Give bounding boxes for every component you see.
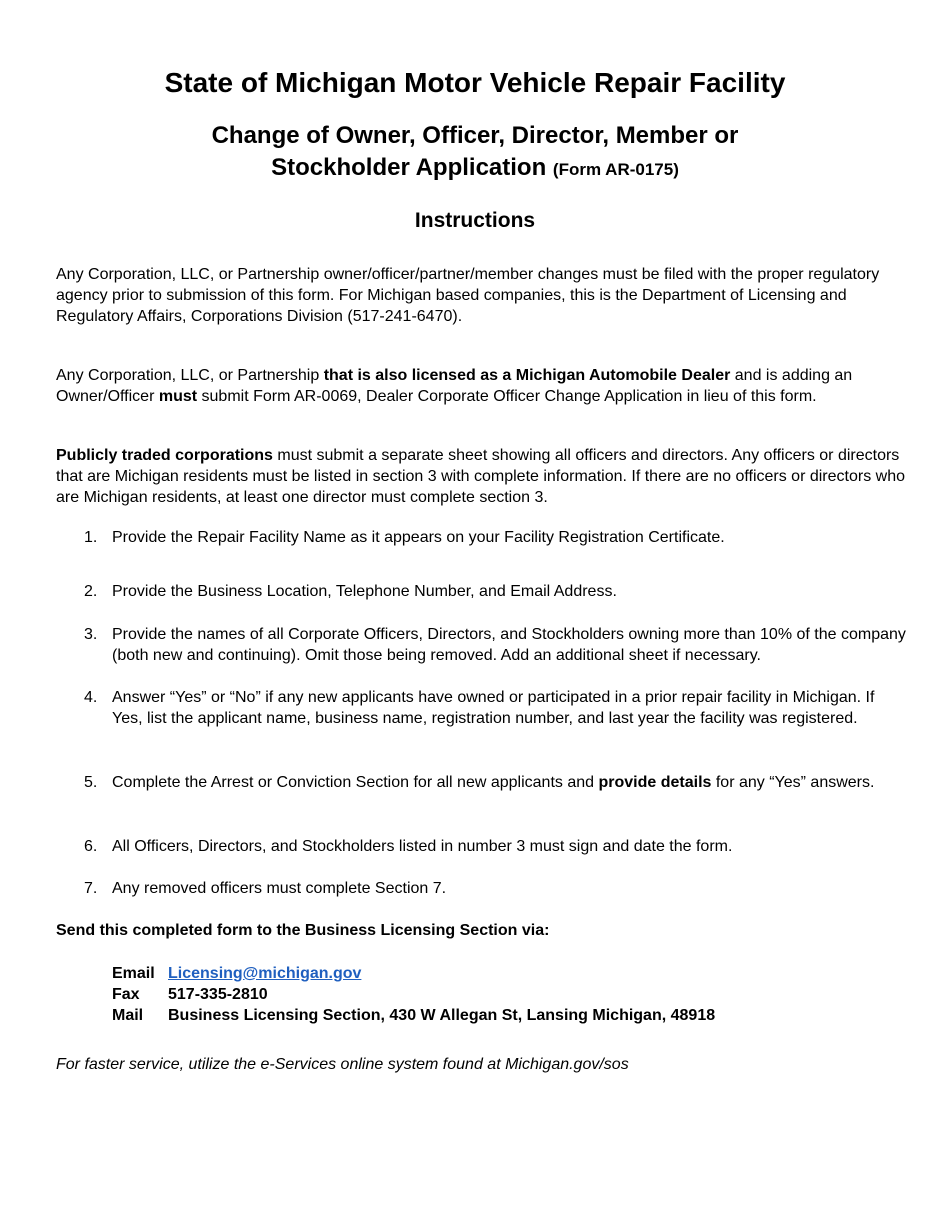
p2-bold-must: must [158,388,198,405]
item-text: Provide the Business Location, Telephone Number, and Email Address. [112,583,617,600]
p2-text-c: and is adding an Owner/Officer [56,367,853,405]
email-label: Email [112,965,155,982]
instructions-heading: Instructions [414,209,536,232]
paragraph-filing-requirement: Any Corporation, LLC, or Partnership owner/officer/partner/member changes must be filed with the proper regulatory agency prior to submission of this form. For Michigan based companies, this is the Department of Licensing and Regulatory Affairs, Corporations Division (517-241-6470). [56,266,880,325]
subtitle-line-2: Stockholder Application [271,154,547,181]
form-number: (Form AR-0175) [552,160,679,179]
mail-address: Business Licensing Section, 430 W Allegan St, Lansing Michigan, 48918 [168,1007,716,1024]
item-text [112,772,906,793]
send-heading: Send this completed form to the Business Licensing Section via: [56,922,550,939]
subtitle-line-1: Change of Owner, Officer, Director, Member or [211,122,739,149]
fax-number: 517-335-2810 [168,986,268,1003]
item-number: 5. [84,774,98,791]
item-text: Answer “Yes” or “No” if any new applicants have owned or participated in a prior repair facility in Michigan. If Yes, list the applicant name, business name, registration number, and last year the facility was registered. [112,689,875,727]
item-number: 3. [84,626,98,643]
email-link[interactable]: Licensing@michigan.gov [168,965,362,982]
p3-bold-public: Publicly traded corporations [56,447,273,464]
fax-label: Fax [112,986,140,1003]
item-number: 1. [84,529,98,546]
item-text: Provide the Repair Facility Name as it appears on your Facility Registration Certificate. [112,529,725,546]
mail-label: Mail [112,1007,144,1024]
item-number: 4. [84,689,98,706]
item-text: All Officers, Directors, and Stockholders listed in number 3 must sign and date the form. [112,838,733,855]
p2-bold-dealer: that is also licensed as a Michigan Automobile Dealer [323,367,731,384]
paragraph-public-corporations [56,445,906,508]
p2-text-a: Any Corporation, LLC, or Partnership [56,367,324,384]
footer-note: For faster service, utilize the e-Services online system found at Michigan.gov/sos [56,1056,629,1073]
item-number: 6. [84,838,98,855]
paragraph-dealer-exception [56,365,906,407]
item-text: Provide the names of all Corporate Officers, Directors, and Stockholders owning more than 10% of the company (both new and continuing). Omit those being removed. Add an additional sheet if necessary. [112,626,906,664]
document-title: State of Michigan Motor Vehicle Repair Facility [164,67,786,98]
i5-text-c: for any “Yes” answers. [711,774,875,791]
item-number: 7. [84,880,98,897]
form-subtitle [0,120,950,186]
item-text: Any removed officers must complete Section 7. [112,880,447,897]
p3-text: must submit a separate sheet showing all officers and directors. Any officers or directors that are Michigan residents must be listed in section 3 with complete information. If there are no officers or directors who are Michigan residents, at least one director must complete section 3. [56,447,905,506]
p2-text-e: submit Form AR-0069, Dealer Corporate Officer Change Application in lieu of this form. [197,388,817,405]
i5-text-a: Complete the Arrest or Conviction Section for all new applicants and [112,774,599,791]
i5-bold-details: provide details [598,774,712,791]
item-number: 2. [84,583,98,600]
